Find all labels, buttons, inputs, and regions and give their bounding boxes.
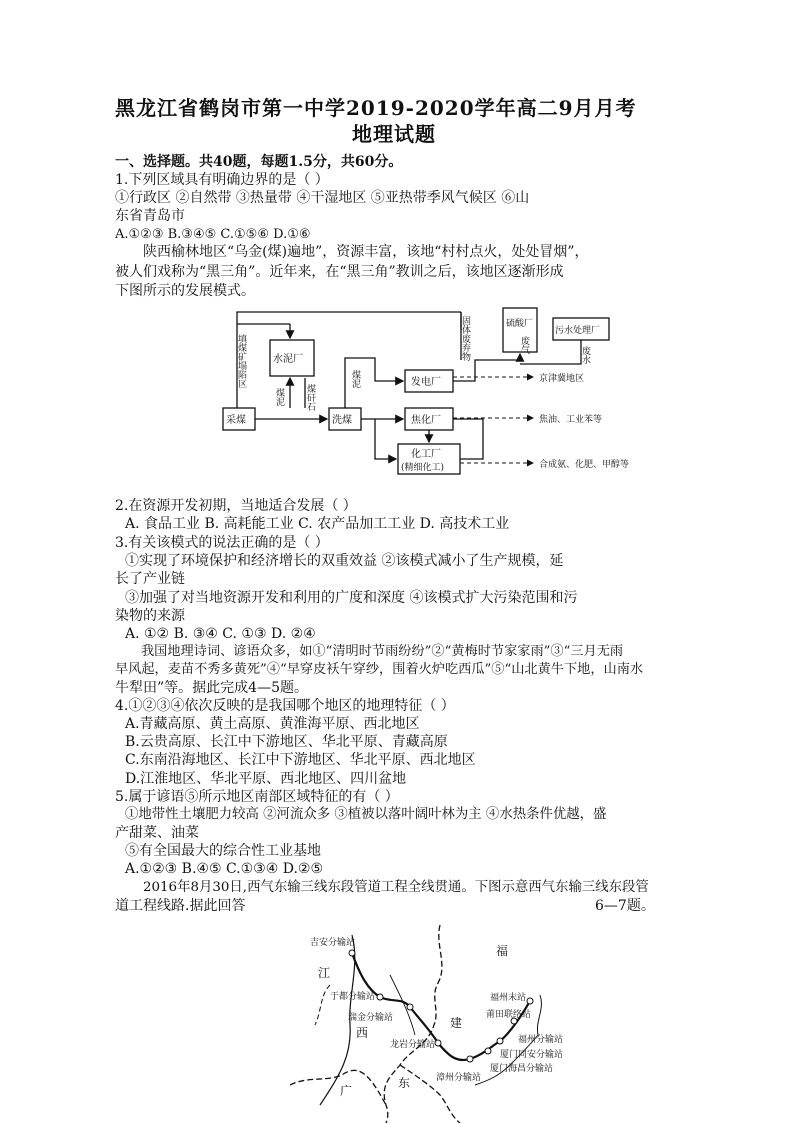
label-jiang: 江 [318, 966, 331, 980]
station-fuzhou-end: 福州末站 [490, 993, 527, 1003]
label-slime: 煤泥 [274, 388, 284, 406]
intro2-line1: 我国地理诗词、谚语众多，如①“清明时节雨纷纷”②“黄梅时节家家雨”③“三月无雨 [141, 644, 624, 659]
label-chem-2: (精细化工) [401, 463, 445, 473]
intro3-line2: 道工程线路.据此回答 [115, 898, 246, 914]
station-xm-tongan: 厦门同安分输站 [500, 1050, 564, 1060]
title-line-1: 黑龙江省鹤岗市第一中学2019-2020学年高二9月月考 [115, 96, 637, 120]
label-sewage: 污水处理厂 [555, 326, 601, 336]
station-zhangzhou: 漳州分输站 [436, 1073, 482, 1083]
intro2-line3: 牛犁田”等。据此完成4—5题。 [115, 680, 308, 696]
station-yudu: 于都分输站 [330, 992, 376, 1002]
q5-stem: 5.属于谚语⑤所示地区南部区域特征的有（ ） [115, 789, 399, 805]
label-acid: 硫酸厂 [506, 319, 534, 329]
q3-option-line2: ③加强了对当地资源开发和利用的广度和深度 ④该模式扩大污染范围和污 [125, 590, 578, 606]
station-fuzhou: 福州分输站 [518, 1035, 564, 1045]
label-fu: 福 [496, 944, 509, 958]
station-jian: 吉安分输站 [310, 938, 356, 948]
q2-answers: A. 食品工业 B. 高耗能工业 C. 农产品加工工业 D. 高技术工业 [125, 516, 510, 532]
label-washing: 洗煤 [332, 415, 352, 426]
label-slime-2: 煤泥 [350, 370, 360, 388]
label-chem: 化工厂 [411, 449, 441, 460]
q5-option-line2: ⑤有全国最大的综合性工业基地 [125, 843, 321, 859]
station-longyan: 龙岩分输站 [390, 1040, 436, 1050]
intro1-line2: 被人们戏称为“黑三角”。近年来，在“黑三角”教训之后，该地区逐渐形成 [115, 264, 564, 280]
q3-option-line1: ①实现了环境保护和经济增长的双重效益 ②该模式减小了生产规模，延 [125, 553, 564, 569]
label-gangue: 煤矸石 [305, 384, 315, 411]
q1-stem: 1.下列区域具有明确边界的是（ ） [115, 172, 329, 188]
intro3-line1: 2016年8月30日,西气东输三线东段管道工程全线贯通。下图示意西气东输三线东段管 [143, 880, 649, 895]
q1-answers: A.①②③ B.③④⑤ C.①⑤⑥ D.①⑥ [115, 227, 311, 242]
label-mining: 采煤 [226, 415, 246, 426]
out-coking: 焦油、工业苯等 [539, 415, 603, 425]
label-jian: 建 [450, 1016, 463, 1030]
label-coking: 焦化厂 [411, 415, 441, 426]
section-heading: 一、选择题。共40题，每题1.5分，共60分。 [115, 154, 403, 170]
intro1-line1: 陕西榆林地区“乌金(煤)遍地”，资源丰富，该地“村村点火，处处冒烟”， [143, 244, 589, 260]
pipeline-map [290, 925, 580, 1123]
q3-option-line2-cont: 染物的来源 [115, 608, 185, 624]
station-xm-haicang: 厦门海昌分输站 [490, 1064, 554, 1074]
label-xi: 西 [356, 1026, 369, 1040]
out-chem: 合成氨、化肥、甲醇等 [539, 460, 630, 470]
q2-stem: 2.在资源开发初期，当地适合发展（ ） [115, 498, 357, 514]
q5-answers: A.①②③ B.④⑤ C.①③④ D.②⑤ [125, 861, 323, 877]
q1-options: ①行政区 ②自然带 ③热量带 ④干湿地区 ⑤亚热带季风气候区 ⑥山 [115, 190, 530, 206]
label-dong: 东 [398, 1076, 411, 1090]
intro2-line2: 早风起，麦苗不秀多黄死”④“早穿皮袄午穿纱，围着火炉吃西瓜”⑤“山北黄牛下地，山南水 [115, 662, 644, 677]
label-guang: 广 [340, 1084, 353, 1098]
q4-option-c: C.东南沿海地区、长江中下游地区、华北平原、西北地区 [125, 752, 476, 768]
station-putian: 莆田联络站 [486, 1010, 532, 1020]
q3-option-line1-cont: 长了产业链 [115, 571, 185, 587]
q3-answers: A. ①② B. ③④ C. ①③ D. ②④ [125, 626, 316, 642]
out-power: 京津冀地区 [539, 374, 585, 384]
label-cement: 水泥厂 [273, 354, 303, 365]
label-waste-gas: 废气 [519, 336, 529, 354]
intro3-line2-end: 6—7题。 [595, 898, 655, 914]
title-line-2: 地理试题 [352, 122, 436, 146]
label-waste-water: 废水 [580, 346, 590, 364]
label-fill: 填煤矿塌陷区 [236, 334, 246, 388]
q5-option-line1: ①地带性土壤肥力较高 ②河流众多 ③植被以落叶阔叶林为主 ④水热条件优越，盛 [125, 807, 607, 822]
intro1-line3: 下图所示的发展模式。 [115, 283, 255, 299]
q4-option-a: A.青藏高原、黄土高原、黄淮海平原、西北地区 [125, 716, 420, 732]
station-ruijin: 瑞金分输站 [348, 1013, 394, 1023]
q4-option-d: D.江淮地区、华北平原、西北地区、四川盆地 [125, 771, 407, 787]
label-solid-waste: 固体废弃物 [460, 316, 470, 361]
q4-option-b: B.云贵高原、长江中下游地区、华北平原、青藏高原 [125, 734, 448, 750]
coal-industry-flow-diagram [215, 300, 655, 480]
q1-options-cont: 东省青岛市 [115, 208, 185, 224]
q3-stem: 3.有关该模式的说法正确的是（ ） [115, 535, 329, 551]
q4-stem: 4.①②③④依次反映的是我国哪个地区的地理特征（ ） [115, 698, 455, 714]
label-power: 发电厂 [411, 377, 441, 388]
q5-option-line1-cont: 产甜菜、油菜 [115, 825, 199, 841]
